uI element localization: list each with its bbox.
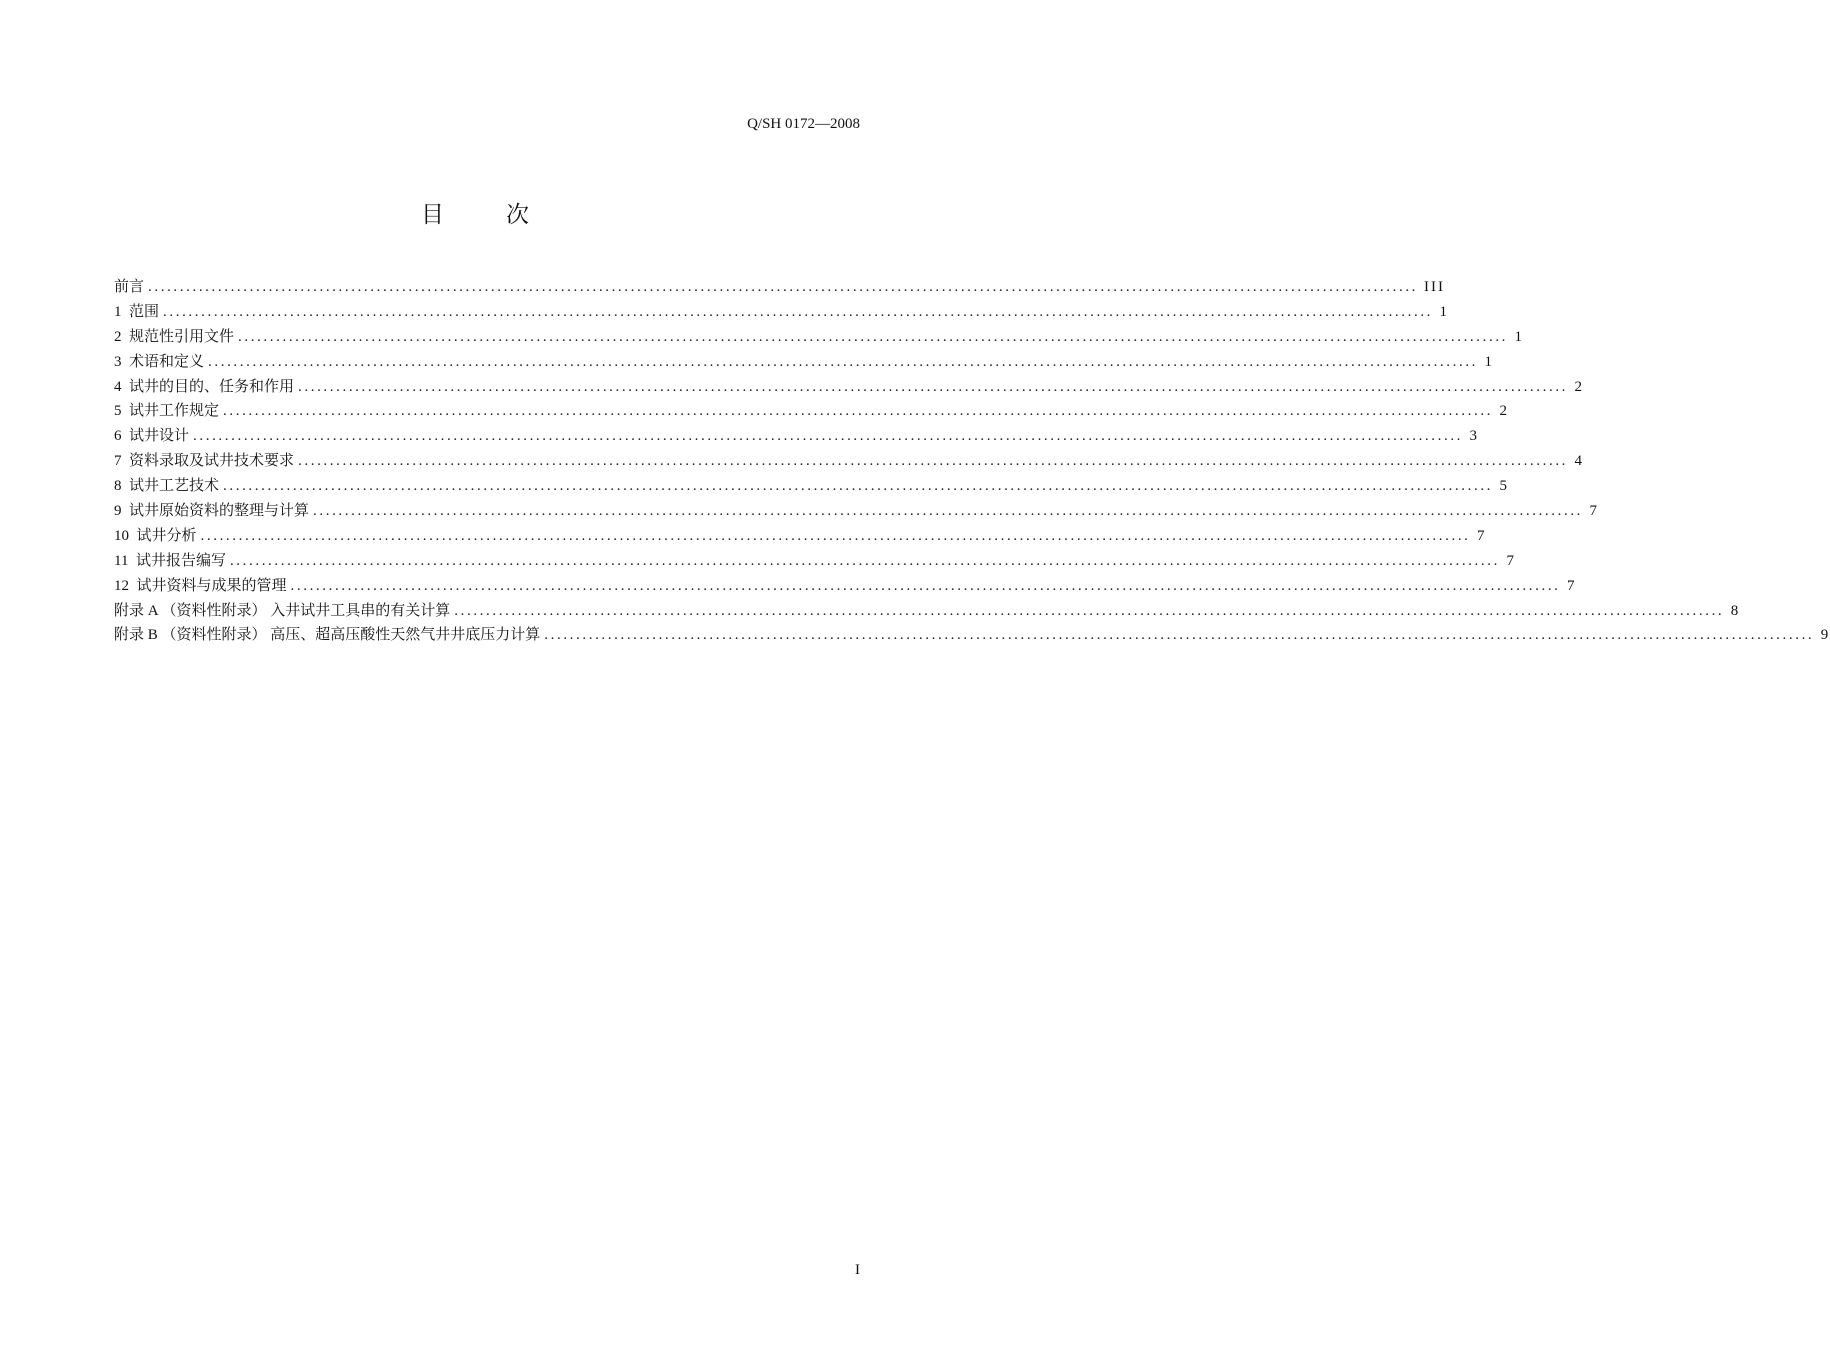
- toc-list: [114, 276, 1830, 649]
- toc-item-page: 2: [1574, 378, 1585, 395]
- toc-item-page: 1: [1514, 328, 1525, 345]
- toc-leader-dots: ........................................................................................................................................................................................................: [208, 353, 1479, 370]
- toc-leader-dots: ........................................................................................................................................................................................................: [313, 503, 1584, 520]
- toc-item-scope[interactable]: [114, 301, 1450, 326]
- toc-leader-dots: ........................................................................................................................................................................................................: [200, 527, 1471, 544]
- toc-item-page: 3: [1469, 428, 1480, 445]
- toc-title: [0, 200, 950, 230]
- toc-item-appendix-a[interactable]: [114, 600, 1741, 625]
- toc-item-label: 附录 A （资料性附录） 入井试井工具串的有关计算: [114, 602, 451, 619]
- toc-leader-dots: ........................................................................................................................................................................................................: [454, 602, 1725, 619]
- document-code: Q/SH 0172—2008: [747, 116, 860, 132]
- toc-item-design[interactable]: [114, 425, 1480, 450]
- toc-item-page: 7: [1506, 552, 1516, 569]
- toc-leader-dots: ........................................................................................................................................................................................................: [298, 378, 1569, 395]
- toc-leader-dots: ........................................................................................................................................................................................................: [544, 627, 1815, 644]
- toc-item-raw-data-processing[interactable]: [114, 500, 1600, 525]
- toc-item-page: 5: [1499, 478, 1510, 495]
- toc-item-page: 7: [1567, 577, 1577, 594]
- toc-item-work-rules[interactable]: [114, 400, 1510, 425]
- toc-leader-dots: ........................................................................................................................................................................................................: [223, 403, 1494, 420]
- toc-item-label: 前言: [114, 279, 145, 295]
- toc-leader-dots: ........................................................................................................................................................................................................: [193, 428, 1464, 445]
- toc-item-report-writing[interactable]: [114, 550, 1516, 575]
- page-number: I: [855, 1262, 860, 1278]
- toc-item-label: 4 试井的目的、任务和作用: [114, 378, 295, 395]
- toc-item-label: 8 试井工艺技术: [114, 478, 220, 495]
- toc-item-page: 8: [1730, 602, 1741, 619]
- toc-leader-dots: ........................................................................................................................................................................................................: [223, 478, 1494, 495]
- toc-title-char-2: 次: [506, 202, 529, 228]
- toc-item-label: 7 资料录取及试井技术要求: [114, 453, 295, 470]
- toc-item-page: 4: [1574, 453, 1585, 470]
- toc-leader-dots: ........................................................................................................................................................................................................: [148, 279, 1419, 295]
- toc-item-label: 1 范围: [114, 303, 160, 320]
- toc-item-label: 5 试井工作规定: [114, 403, 220, 420]
- toc-item-page: 7: [1477, 527, 1487, 544]
- toc-item-analysis[interactable]: [114, 525, 1487, 550]
- toc-item-foreword[interactable]: [114, 276, 1446, 301]
- toc-item-page: 2: [1499, 403, 1510, 420]
- toc-item-label: 6 试井设计: [114, 428, 190, 445]
- toc-item-label: 11 试井报告编写: [114, 552, 226, 569]
- toc-item-label: 附录 B （资料性附录） 高压、超高压酸性天然气井井底压力计算: [114, 627, 541, 644]
- toc-item-page: 1: [1484, 353, 1495, 370]
- toc-item-label: 12 试井资料与成果的管理: [114, 577, 287, 594]
- toc-item-terms-definitions[interactable]: [114, 351, 1495, 376]
- toc-item-page: III: [1424, 279, 1446, 295]
- toc-item-appendix-b[interactable]: [114, 624, 1830, 649]
- toc-title-char-1: 目: [421, 202, 444, 228]
- toc-item-page: 1: [1439, 303, 1450, 320]
- toc-item-page: 7: [1589, 503, 1600, 520]
- toc-leader-dots: ........................................................................................................................................................................................................: [163, 303, 1434, 320]
- toc-leader-dots: ........................................................................................................................................................................................................: [229, 552, 1500, 569]
- toc-item-normative-references[interactable]: [114, 326, 1525, 351]
- toc-item-label: 10 试井分析: [114, 527, 197, 544]
- toc-item-process-technology[interactable]: [114, 475, 1510, 500]
- toc-item-label: 9 试井原始资料的整理与计算: [114, 503, 310, 520]
- toc-item-purpose[interactable]: [114, 376, 1585, 401]
- toc-item-label: 3 术语和定义: [114, 353, 205, 370]
- toc-leader-dots: ........................................................................................................................................................................................................: [298, 453, 1569, 470]
- toc-leader-dots: ........................................................................................................................................................................................................: [238, 328, 1509, 345]
- toc-item-data-acquisition[interactable]: [114, 450, 1585, 475]
- toc-item-data-management[interactable]: [114, 575, 1577, 600]
- toc-item-page: 9: [1820, 627, 1830, 644]
- toc-item-label: 2 规范性引用文件: [114, 328, 235, 345]
- toc-leader-dots: ........................................................................................................................................................................................................: [290, 577, 1561, 594]
